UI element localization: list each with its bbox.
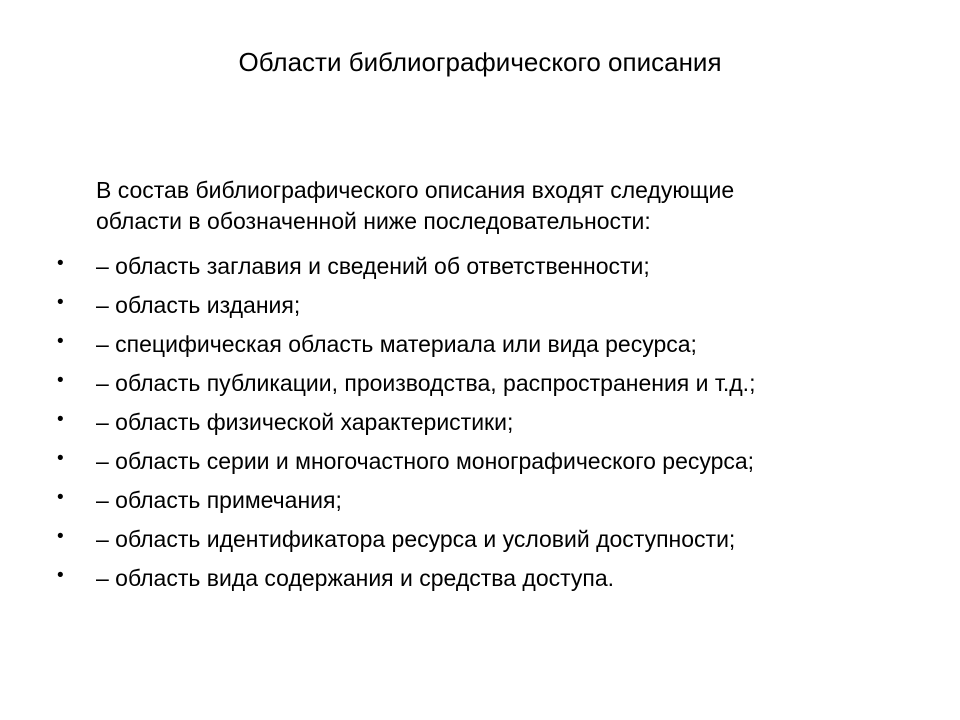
list-item-text: – область идентификатора ресурса и условий доступности; (96, 526, 736, 552)
list-item-text: – область вида содержания и средства доступа. (96, 565, 615, 591)
list-item-text: – область заглавия и сведений об ответственности; (96, 253, 650, 279)
bullet-icon: • (57, 292, 64, 313)
list-item (0, 520, 960, 559)
bullet-icon: • (57, 331, 64, 352)
list-item (0, 559, 960, 598)
bullet-icon: • (57, 565, 64, 586)
intro-line-1: В состав библиографического описания входят следующие (96, 177, 735, 203)
slide-title: Области библиографического описания (238, 47, 722, 77)
intro-line-2: области в обозначенной ниже последовательности: (96, 208, 651, 234)
list-item-text: – область серии и многочастного монографического ресурса; (96, 448, 755, 474)
list-item-text: – область физической характеристики; (96, 409, 514, 435)
bullet-list (0, 247, 960, 598)
list-item-text: – область примечания; (96, 487, 342, 513)
list-item-text: – область издания; (96, 292, 301, 318)
intro-paragraph (96, 175, 896, 237)
list-item (0, 247, 960, 286)
list-item (0, 364, 960, 403)
list-item (0, 481, 960, 520)
list-item (0, 325, 960, 364)
bullet-icon: • (57, 409, 64, 430)
bullet-icon: • (57, 370, 64, 391)
list-item (0, 403, 960, 442)
list-item-text: – специфическая область материала или вида ресурса; (96, 331, 697, 357)
bullet-icon: • (57, 526, 64, 547)
list-item (0, 442, 960, 481)
bullet-icon: • (57, 448, 64, 469)
list-item (0, 286, 960, 325)
list-item-text: – область публикации, производства, распространения и т.д.; (96, 370, 756, 396)
bullet-icon: • (57, 487, 64, 508)
bullet-icon: • (57, 253, 64, 274)
